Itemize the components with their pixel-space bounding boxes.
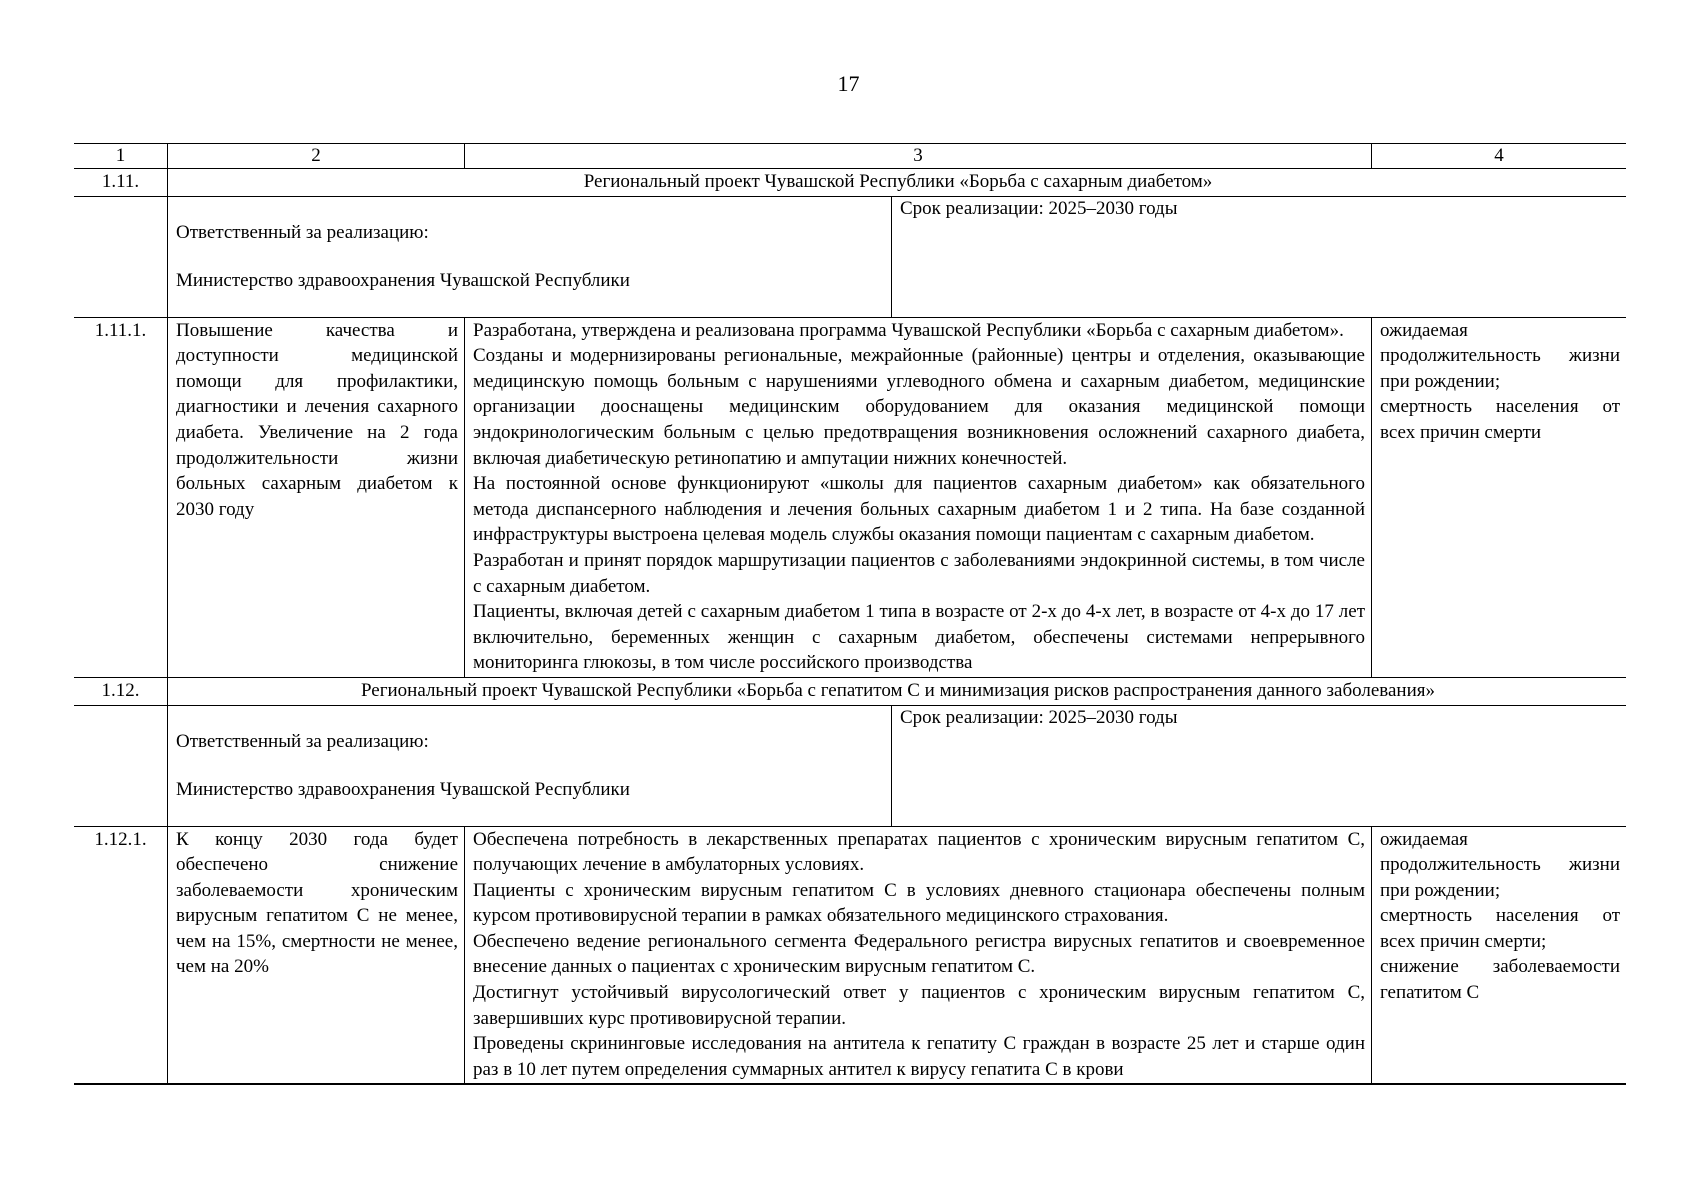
header-col-4: 4	[1371, 144, 1626, 168]
indicator: смертность населения от всех причин смерти	[1380, 396, 1620, 443]
responsible-org: Министерство здравоохранения Чувашской Республики	[176, 269, 630, 291]
empty-cell	[74, 706, 167, 826]
item-results	[464, 318, 1371, 677]
header-col-2: 2	[167, 144, 464, 168]
item-goal: К концу 2030 года будет обеспечено снижение заболеваемости хроническим вирусным гепатитом С не менее, чем на 15%, смертности не менее, чем на 20%	[167, 827, 464, 1084]
indicator: снижение заболеваемости гепатитом С	[1380, 956, 1620, 1004]
item-row	[74, 317, 1626, 677]
responsible-row	[74, 196, 1626, 317]
section-title: Региональный проект Чувашской Республики «Борьба с гепатитом С и минимизация рисков распространения данного заболевания»	[167, 678, 1626, 705]
responsible-block	[168, 197, 891, 317]
result-paragraph: Обеспечено ведение регионального сегмента Федерального регистра вирусных гепатитов и своевременное внесение данных о пациентах с хроническим вирусным гепатитом С.	[473, 930, 1365, 978]
result-paragraph: Пациенты с хроническим вирусным гепатитом С в условиях дневного стационара обеспечены полным курсом противовирусной терапии в рамках обязательного медицинского страхования.	[473, 879, 1365, 927]
indicator: ожидаемая продолжительность жизни при рождении;	[1380, 319, 1620, 392]
result-paragraph: Достигнут устойчивый вирусологический ответ у пациентов с хроническим вирусным гепатитом С, завершивших курс противовирусной терапии.	[473, 982, 1365, 1029]
item-row	[74, 826, 1626, 1086]
result-paragraph: Проведены скрининговые исследования на антитела к гепатиту С граждан в возрасте 25 лет и старше один раз в 10 лет путем определения суммарных антител к вирусу гепатита С в крови	[473, 1033, 1365, 1080]
section-title-row	[74, 677, 1626, 705]
indicator: смертность населения от всех причин смерти;	[1380, 905, 1620, 952]
indicator: ожидаемая продолжительность жизни при рождении;	[1380, 828, 1620, 901]
header-col-1: 1	[115, 145, 126, 166]
item-number: 1.11.1.	[94, 319, 147, 341]
responsible-org: Министерство здравоохранения Чувашской Республики	[176, 778, 630, 800]
section-number: 1.11.	[101, 171, 140, 192]
item-number: 1.12.1.	[94, 828, 147, 850]
section-title-row	[74, 168, 1626, 196]
responsible-block	[168, 706, 891, 826]
table-header-row	[74, 143, 1626, 168]
responsible-label: Ответственный за реализацию:	[176, 730, 429, 752]
responsible-label: Ответственный за реализацию:	[176, 221, 429, 243]
result-paragraph: Разработана, утверждена и реализована программа Чувашской Республики «Борьба с сахарным диабетом».	[473, 319, 1344, 341]
item-indicators	[1371, 827, 1626, 1084]
item-goal: Повышение качества и доступности медицинской помощи для профилактики, диагностики и лечения сахарного диабета. Увеличение на 2 года продолжительности жизни больных сахарным диабетом к 2030 году	[167, 318, 464, 677]
item-indicators	[1371, 318, 1626, 677]
section-number: 1.12.	[101, 679, 140, 701]
responsible-row	[74, 705, 1626, 826]
header-col-3: 3	[464, 144, 1371, 168]
result-paragraph: Разработан и принят порядок маршрутизации пациентов с заболеваниями эндокринной системы, в том числе с сахарным диабетом.	[473, 549, 1365, 597]
result-paragraph: Пациенты, включая детей с сахарным диабетом 1 типа в возрасте от 2-х до 4-х лет, в возрасте от 4-х до 17 лет включительно, беременных женщин с сахарным диабетом, обеспечены системами непрерывного мониторинга глюкозы, в том числе российского производства	[473, 601, 1365, 674]
empty-cell	[74, 197, 167, 317]
responsible-cell	[167, 706, 1626, 826]
projects-table	[74, 143, 1626, 1085]
section-title: Региональный проект Чувашской Республики «Борьба с сахарным диабетом»	[167, 169, 1626, 196]
term: Срок реализации: 2025–2030 годы	[891, 706, 1626, 826]
item-results	[464, 827, 1371, 1084]
result-paragraph: Созданы и модернизированы региональные, межрайонные (районные) центры и отделения, оказывающие медицинскую помощь больным с нарушениями углеводного обмена и сахарным диабетом, медицинские организации дооснащены медицинским оборудованием для оказания медицинской помощи эндокринологическим больным с целью предотвращения возникновения осложнений сахарного диабета, включая диабетическую ретинопатию и ампутации нижних конечностей.	[473, 345, 1365, 469]
page-number: 17	[837, 71, 860, 96]
result-paragraph: На постоянной основе функционируют «школы для пациентов сахарным диабетом» как обязательного метода диспансерного наблюдения и лечения больных сахарным диабетом 1 и 2 типа. На базе созданной инфраструктуры выстроена целевая модель службы оказания помощи пациентам с сахарным диабетом.	[473, 473, 1365, 546]
term: Срок реализации: 2025–2030 годы	[891, 197, 1626, 317]
responsible-cell	[167, 197, 1626, 317]
result-paragraph: Обеспечена потребность в лекарственных препаратах пациентов с хроническим вирусным гепатитом С, получающих лечение в амбулаторных условиях.	[473, 828, 1365, 876]
